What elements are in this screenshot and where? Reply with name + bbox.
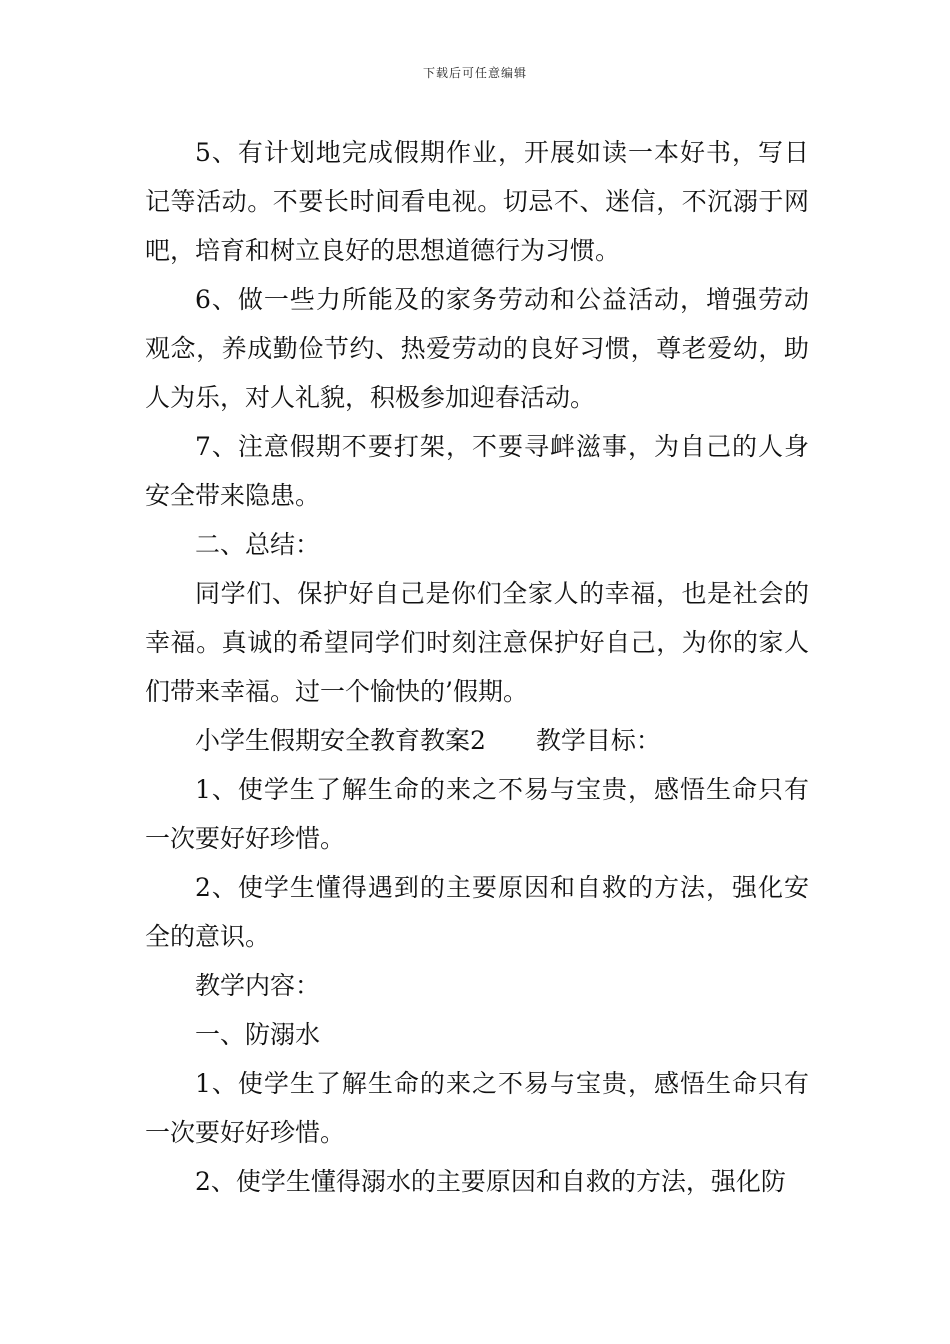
document-body <box>145 128 809 1206</box>
paragraph-item-5: 5、有计划地完成假期作业，开展如读一本好书，写日记等活动。不要长时间看电视。切忌不、迷信，不沉溺于网吧，培育和树立良好的思想道德行为习惯。 <box>145 138 809 265</box>
section-heading-summary: 二、总结： <box>195 530 321 559</box>
paragraph-item-7: 7、注意假期不要打架，不要寻衅滋事，为自己的人身安全带来隐患。 <box>145 432 809 510</box>
paragraph-summary: 同学们、保护好自己是你们全家人的幸福，也是社会的幸福。真诚的希望同学们时刻注意保护好自己，为你的家人们带来幸福。过一个愉快的’假期。 <box>145 579 809 706</box>
objective-item-1: 1、使学生了解生命的来之不易与宝贵，感悟生命只有一次要好好珍惜。 <box>145 775 809 853</box>
section-heading-content: 教学内容： <box>195 971 321 1000</box>
drowning-item-1: 1、使学生了解生命的来之不易与宝贵，感悟生命只有一次要好好珍惜。 <box>145 1069 809 1147</box>
paragraph-item-6: 6、做一些力所能及的家务劳动和公益活动，增强劳动观念，养成勤俭节约、热爱劳动的良好习惯，尊老爱幼，助人为乐，对人礼貌，积极参加迎春活动。 <box>145 285 809 412</box>
section-heading-drowning: 一、防溺水 <box>195 1020 321 1049</box>
drowning-item-2: 2、使学生懂得溺水的主要原因和自救的方法，强化防 <box>195 1167 786 1196</box>
lesson-plan-title: 小学生假期安全教育教案2 教学目标： <box>195 726 661 755</box>
objective-item-2: 2、使学生懂得遇到的主要原因和自救的方法，强化安全的意识。 <box>145 873 809 951</box>
page-header: 下载后可任意编辑 <box>422 66 527 80</box>
